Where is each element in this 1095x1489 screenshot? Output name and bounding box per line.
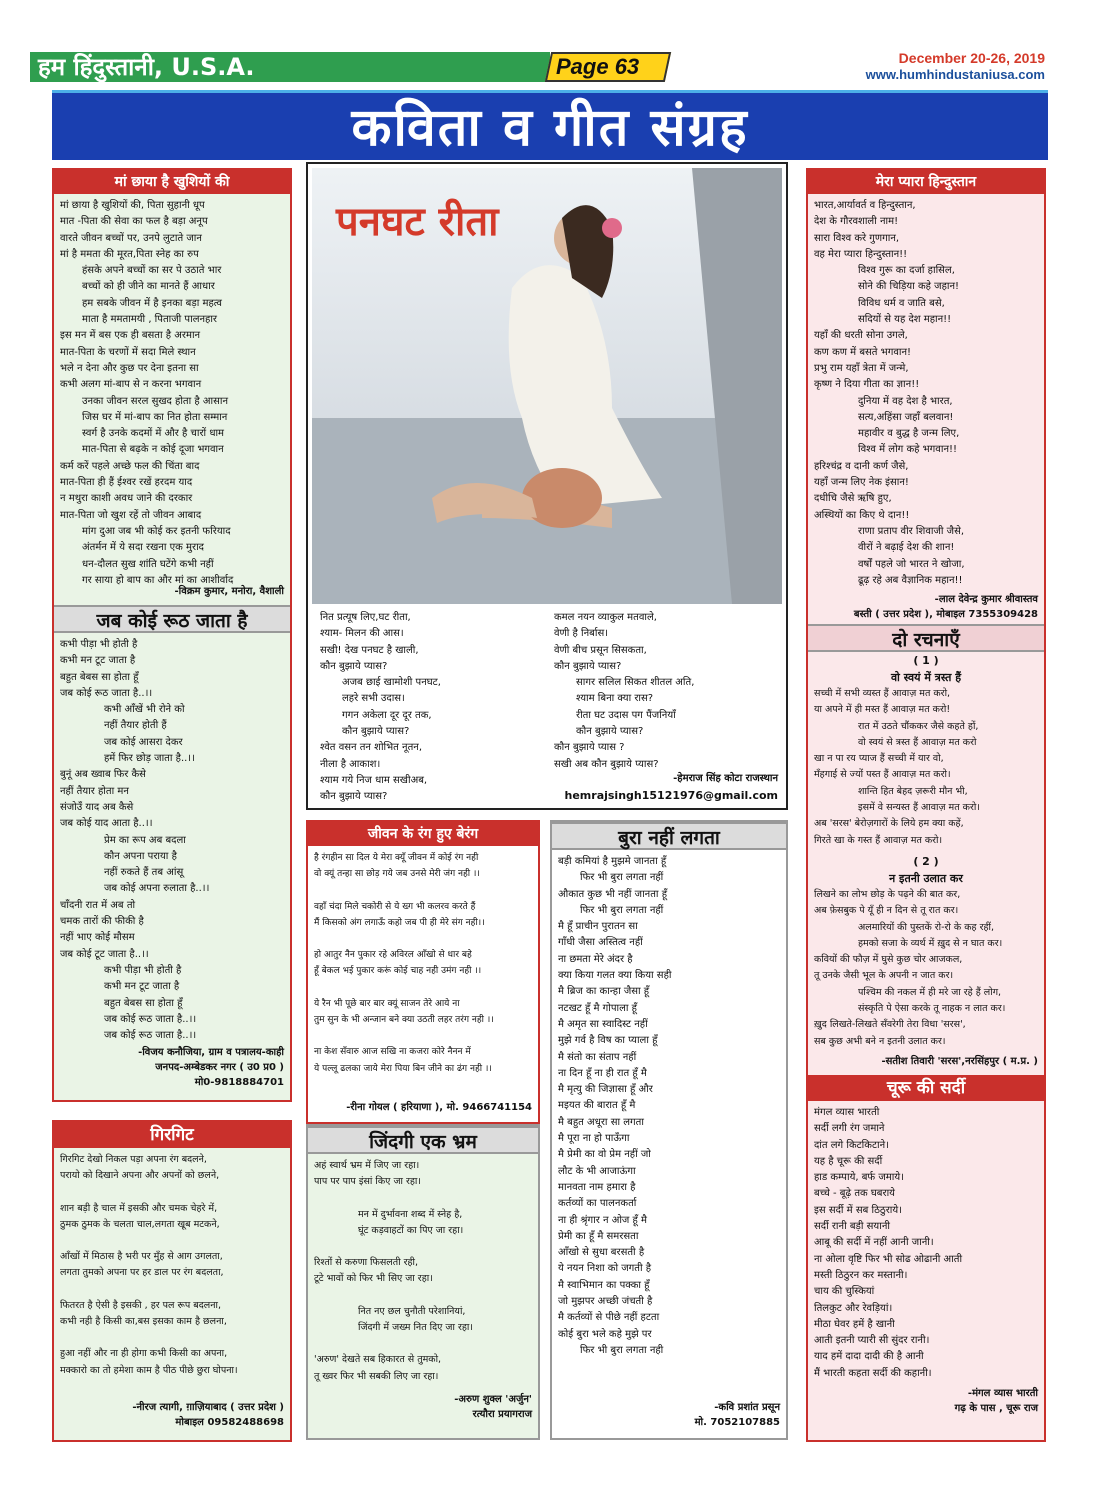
poem-line: कौन अपना पराया है (104, 850, 177, 862)
poem6-credit-1: -अरुण शुक्ल 'अर्जुन' (454, 1394, 532, 1405)
poem-line: वारते जीवन बच्चों पर, उनपे लुटाते जान (60, 232, 202, 244)
poem3-credit-1: -नीरज त्यागी, ग़ाज़ियाबाद ( उत्तर प्रदेश ) (132, 1402, 284, 1413)
poem-line: भले न देना और कुछ पर देना इतना सा (60, 362, 199, 374)
poem-line: जब कोई रूठ जाता है..।। (104, 1030, 197, 1042)
poem-line: अब फ़ेसबुक पे यूँ ही न दिन से तू रात कर। (814, 905, 959, 917)
poem1-body (54, 194, 290, 584)
poem10-title: चूरू की सर्दी (808, 1075, 1044, 1101)
poem-line: विश्व गुरू का दर्जा हासिल, (858, 265, 955, 277)
poem-line: मां है ममता की मूरत,पिता स्नेह का रुप (60, 248, 199, 260)
poem-line: मात -पिता की सेवा का फल है बड़ा अनूप (60, 216, 208, 228)
poem-line: इसमें वे सन्यस्त हैं आवाज़ मत करो। (858, 802, 980, 814)
poem-line: मानवता नाम हमारा है (558, 1181, 636, 1193)
poem-line: अलमारियों की पुस्तकें रो-रो के कह रहीं, (858, 921, 995, 933)
poem-line: है रंगहीन सा दिल ये मेरा क्यूँ जीवन में कोई रंग नही (314, 853, 479, 863)
poem-line (314, 1028, 532, 1044)
poem-line: ढूढ़ रहे अब वैज्ञानिक महान!! (858, 574, 963, 586)
poem4-credit: -हेमराज सिंह कोटा राजस्थान (673, 773, 778, 784)
website-link[interactable]: www.humhindustaniusa.com (865, 67, 1045, 82)
poem-line: सदियों से यह देश महान!! (858, 314, 952, 326)
poem-line: मात-पिता जो खुश रहें तो जीवन आबाद (60, 509, 202, 521)
poem-line: बुनूं अब ख्वाब फिर कैसे (60, 769, 146, 781)
poem-line: हमको सजा के व्यर्थ में ख़ुद से न घात कर। (858, 937, 1003, 949)
poem-line: मस्ती ठिठुरन कर मस्तानी। (814, 1269, 908, 1281)
column-left-bottom (52, 1120, 292, 1442)
poem-line: कौन बुझाये प्यास? (320, 660, 388, 672)
poem2-credit-2: जनपद-अम्बेडकर नगर ( उ0 प्र0 ) (155, 1062, 284, 1073)
poem-line: सत्य,अहिंसा जहाँ बलवान! (858, 411, 954, 423)
poem-line: हुआ नहीं और ना ही होगा कभी किसी का अपना, (60, 1348, 228, 1360)
poem-line: सर्दी रानी बड़ी सयानी (814, 1221, 890, 1233)
poem-line: ना केश सँवारु आज सखि ना कजरा कोरे नैनन में (314, 1047, 471, 1058)
poem6-box (306, 1124, 540, 1440)
poem-line: महावीर व बुद्ध है जन्म लिए, (858, 428, 960, 440)
poem-line: सखी! देख पनघट है खाली, (320, 644, 419, 656)
poem-line: मैं भारती कहता सर्दी की कहानी। (814, 1367, 932, 1379)
poem-line: नित प्रत्यूष लिए,घट रीता, (320, 612, 411, 623)
poem3-credit-2: मोबाइल 09582488698 (175, 1417, 284, 1428)
poem9-part2-title: न इतनी उलात कर (889, 871, 963, 885)
poem-line (314, 931, 532, 947)
poem-line: दांत लगे किटकिटाने। (814, 1139, 889, 1151)
poem-line: परायो को दिखाने अपना और अपनों को छलने, (60, 1170, 220, 1182)
poem8-credit-1: -लाल देवेन्द्र कुमार श्रीवास्तव (934, 594, 1038, 605)
poem-line: यहाँ की धरती सोना उगले, (814, 330, 908, 342)
poem6-credit-2: रत्यौरा प्रयागराज (472, 1409, 532, 1420)
poem8-title: मेरा प्यारा हिन्दुस्तान (808, 170, 1044, 194)
poem-line: नित नए छल चुनौती परेशानियां, (358, 1305, 466, 1317)
poem8-body (808, 194, 1044, 592)
poem-line: कौन बुझाये प्यास? (554, 660, 622, 672)
poem-line: कौन बुझाये प्यास ? (554, 742, 625, 754)
poem1-credit: -विक्रम कुमार, मनोरा, वैशाली (174, 586, 284, 597)
poem-line: अहं स्वार्थ भ्रम में जिए जा रहा। (314, 1160, 420, 1171)
poem-line (314, 1288, 532, 1304)
poem-line: नहीं भाए कोई मौसम (60, 932, 135, 944)
poem-line: दुनिया में वह देश है भारत, (858, 395, 953, 407)
poem-line: मक्कारो का तो हमेशा काम है पीठ पीछे छुरा घोपना। (60, 1364, 238, 1376)
poem-line: मै कर्तव्यों से पीछे नहीं हटता (558, 1312, 660, 1324)
poem-line: मात-पिता के चरणों में सदा मिले स्थान (60, 346, 196, 358)
poem9-part1-title: वो स्वयं में त्रस्त हैं (890, 671, 962, 684)
poem-line: प्रेम का रूप अब बदला (104, 834, 186, 846)
page-title: कविता व गीत संग्रह (351, 98, 749, 158)
poem5-body (308, 846, 538, 1100)
poem9-part1-body (808, 686, 1044, 853)
poem-line: लौट के भी आजाऊंगा (558, 1165, 636, 1177)
poem1-title: मां छाया है खुशियों की (54, 170, 290, 194)
poem-line: आबू की सर्दी में नहीं आनी जानी। (814, 1237, 934, 1249)
poem-line: जिस घर में मां-बाप का नित होता सम्मान (82, 411, 228, 423)
poem-line: जब कोई रूठ जाता है..।। (60, 687, 153, 699)
poem-line: मात-पिता ही हैं ईश्वर रखें हरदम याद (60, 477, 193, 489)
poem7-body (552, 850, 786, 1400)
poem3-body (54, 1148, 290, 1400)
poem10-credit-2: गढ़ के पास , चूरू राज (954, 1402, 1038, 1414)
poem9-part1-number: ( 1 ) (913, 654, 939, 667)
poem-line: कभी पीड़ा भी होती है (60, 639, 138, 650)
poem-line: वो क्यूं तन्हा सा छोड़ गये जब उनसे मेरी जंग नही ।। (314, 869, 480, 880)
poem-line: शान बड़ी है चाल में इसकी और चमक चेहरे में, (60, 1202, 218, 1214)
poem-line: कभी मन टूट जाता है (104, 981, 180, 993)
poem-line: कभी आँखें भी रोने को (104, 704, 185, 716)
poem-line (314, 883, 532, 899)
poem-line: तू ख्वर फिर भी सबकी लिए जा रहा। (314, 1370, 439, 1382)
poem-line: हरिश्चंद्र व दानी कर्ण जैसे, (814, 460, 909, 472)
poem-line: कभी अलग मां-बाप से न करना भगवान (60, 379, 202, 391)
poem-line (314, 1336, 532, 1352)
poem-line: मन में दुर्भावना शब्द में स्नेह है, (358, 1208, 463, 1220)
poem-line: सखी अब कौन बुझाये प्यास? (554, 758, 659, 770)
poem-line: याद हमें दादा दादी की है आनी (814, 1351, 924, 1363)
poem4-left-body (314, 606, 550, 810)
poem-line: घूंट कड़वाहटों का पिए जा रहा। (358, 1224, 464, 1236)
poem-line: जिंदगी में जख्म नित दिए जा रहा। (358, 1322, 473, 1334)
poem-line: गगन अकेला दूर दूर तक, (342, 709, 432, 721)
poem-line: गाँधी जैसा अस्तित्व नहीं (558, 937, 643, 949)
poem-line: शान्ति हित बेहद ज़रूरी मौन भी, (858, 785, 968, 797)
poem-line: मीठा घेवर हमें है खानी (814, 1318, 895, 1330)
poem-line: चमक तारों की फीकी है (60, 916, 144, 928)
poem7-title: बुरा नहीं लगता (552, 822, 786, 850)
poem-line: फिर भी बुरा लगता नही (580, 1344, 664, 1356)
poem-line: मै प्रेमी का वो प्रेम नहीं जो (558, 1149, 651, 1161)
poem-line: हम सबके जीवन में है इनका बड़ा महत्व (82, 297, 222, 309)
poem-line: कभी नही है किसी का,बस इसका काम है छलना, (60, 1316, 227, 1328)
poem-line: मै पूरा ना हो पाऊँगा (558, 1133, 630, 1145)
poem-line: रीता घट उदास पग पैंजनियाँ (576, 709, 676, 721)
poem-line: इस सर्दी में सब ठिठुराये। (814, 1204, 902, 1216)
poem-line: ना ओला वृष्टि फिर भी सोढ ओढानी आती (814, 1253, 963, 1265)
poem-line: नहीं तैयार होता मन (60, 785, 129, 797)
poem-line: प्रेमी का हूँ मै समरसता (558, 1230, 639, 1242)
poem-line (314, 1239, 532, 1255)
poem-line: हूँ बेकल भई पुकार करूं कोई चाह नही उमंग नही ।। (314, 966, 482, 977)
poem-line: मै हूँ प्राचीन पुरातन सा (558, 921, 638, 933)
poem-line: मइयत की बारात हूँ मै (558, 1100, 636, 1112)
poem-line: ना छमता मेरे अंदर है (558, 953, 633, 965)
poem-line: वहाँ चंदा मिले चकोरी से ये ख्ग भी कलरव करते हैं (314, 901, 476, 912)
poem7-box (550, 820, 788, 1440)
poem-line: कृष्ण ने दिया गीता का ज्ञान!! (814, 379, 920, 391)
poem-line: अजब छाई खामोशी पनघट, (342, 677, 441, 689)
poem-line: कवियों की फौज़ में घुसे कुछ चोर आजकल, (814, 954, 963, 966)
poem-line: पश्चिम की नकल में ही मरे जा रहे हैं लोग, (858, 986, 1002, 998)
poem-line: बहुत बेबस सा होता हूँ (60, 671, 139, 683)
poem9-part2-body (808, 887, 1044, 1054)
poem-line: श्वेत वसन तन शोभित नूतन, (320, 742, 423, 754)
issue-date: December 20-26, 2019 (898, 50, 1045, 66)
poem5-box (306, 820, 540, 1124)
poem-line: धन-दौलत सुख शांति घटेंगे कभी नहीं (82, 558, 214, 570)
poem4-email[interactable]: hemrajsingh15121976@gmail.com (564, 789, 778, 802)
poem-line: खा न पा रय प्याज हैं सच्ची में यार वो, (814, 753, 944, 765)
poem-line: जब कोई आसरा देकर (104, 736, 183, 748)
poem-line: तिलकुट और रेवड़ियां। (814, 1302, 893, 1314)
poem-line: संस्कृति पे ऐसा करके तू नाहक न लात कर। (858, 1003, 1006, 1015)
poem-line: कर्म करें पहले अच्छे फल की चिंता बाद (60, 460, 200, 472)
page-number: Page 63 (556, 54, 640, 79)
poem-line: अस्थियों का किए थे दान!! (814, 509, 910, 521)
poem-line: हमें फिर छोड़ जाता है..।। (104, 753, 195, 765)
poem-line: कर्तव्यों का पालनकर्ता (558, 1198, 637, 1210)
poem-line: पाप पर पाप इंसां किए जा रहा। (314, 1176, 421, 1188)
poem-line: वेणी है निर्बास। (554, 628, 609, 640)
poem-line: माता है ममतामयी , पिताजी पालनहार (82, 314, 218, 326)
poem-line: राणा प्रताप वीर शिवाजी जैसे, (858, 525, 965, 537)
poem-line: हंसके अपने बच्चों का सर पे उठाते भार (82, 265, 222, 277)
poem-line: वर्षों पहले जो भारत ने खोजा, (858, 558, 965, 570)
poem6-body (308, 1154, 538, 1392)
poem-line: सर्दी लगी रंग जमाने (814, 1123, 885, 1135)
poem-line: फिर भी बुरा लगता नहीं (580, 872, 664, 884)
poem-line: गर साया हो बाप का और मां का आशीर्वाद (82, 574, 234, 586)
poem-line: हाड कम्पाये, बर्फ जमाये। (814, 1172, 904, 1184)
poem-line (60, 1282, 284, 1298)
poem-line: मां छाया है खुशियों की, पिता सुहानी धूप (60, 200, 205, 211)
poem-line: कोई बुरा भले कहे मुझे पर (558, 1328, 652, 1340)
poem-line: सागर सलिल सिकत शीतल अति, (576, 677, 695, 689)
poem-line: मंगल व्यास भारती (814, 1106, 880, 1118)
poem-line: दधीचि जैसे ऋषि हुए, (814, 493, 892, 505)
poem-line: विविध धर्म व जाति बसे, (858, 297, 945, 309)
poem-line (60, 1233, 284, 1249)
poem-line: बच्चों को ही जीने का मानते हैं आधार (82, 281, 215, 293)
poem-line: ये रैन भी पूछे बार बार क्यूं साजन तेरे आये ना (314, 998, 460, 1009)
poem-line: ये पल्लू ढलका जाये मेरा पिया बिन जीने का ढंग नही ।। (314, 1063, 492, 1074)
poem-line: तू उनके जैसी भूल के अपनी न जात कर। (814, 970, 954, 982)
page-title-banner (52, 90, 1048, 160)
poem-line: रात में उठते चौंककर जैसे कहते हों, (858, 720, 979, 732)
poem-line: आँखों में मिठास है भरी पर मुँह से आग उगलता, (60, 1251, 223, 1263)
poem10-body (808, 1101, 1044, 1386)
poem-line: सच्ची में सभी व्यस्त हैं आवाज़ मत करो, (814, 688, 951, 699)
poem-line: वह मेरा प्यारा हिन्दुस्तान!! (814, 248, 908, 260)
poem2-credit-3: मो0-9818884701 (194, 1077, 284, 1088)
poem-line: यहाँ जन्म लिए नेक इंसान! (814, 477, 909, 489)
poem-line: श्याम गये निज धाम सखीअब, (320, 774, 428, 786)
poem5-credit: -रीना गोयल ( हरियाणा ), मो. 9466741154 (346, 1102, 532, 1113)
poem2-title: जब कोई रूठ जाता है (54, 605, 290, 633)
poem-line: कौन बुझाये प्यास? (320, 791, 388, 803)
poem5-title: जीवन के रंग हुए बेरंग (308, 822, 538, 846)
poem-line: चाँदनी रात में अब तो (60, 899, 136, 911)
poem-line: कमल नयन व्याकुल मतवाले, (554, 612, 657, 623)
poem-line: श्याम बिना क्या रास? (576, 693, 654, 705)
poem-line: जब कोई याद आता है..।। (60, 818, 153, 830)
poem-line: संजोउँ याद अब कैसे (60, 801, 134, 813)
poem-line: मैं किसको अंग लगाऊँ कहो जब पी ही मेरे संग नही।। (314, 917, 485, 928)
poem-line: नटखट हूँ मै गोपाला हूँ (558, 1002, 637, 1014)
poem-line: वीरों ने बढ़ाई देश की शान! (858, 542, 955, 554)
poem-line: नहीं रुकते हैं तब आंसू (104, 867, 184, 879)
poem-line: ख़ुद लिखते-लिखते सँवरेगी तेरा विधा 'सरस', (814, 1019, 966, 1031)
poem-line: क्या किया गलत क्या किया सही (558, 970, 672, 982)
poem9-credit: -सतीश तिवारी 'सरस',नरसिंहपुर ( म.प्र. ) (881, 1055, 1038, 1067)
poem-line: प्रभु राम यहाँ त्रेता में जन्मे, (814, 362, 909, 374)
poem9-part2-number: ( 2 ) (913, 854, 939, 868)
poem2-body (54, 633, 290, 1045)
poem-line: आती इतनी प्यारी सी सुंदर रानी। (814, 1335, 930, 1347)
poem7-credit-2: मो. 7052107885 (694, 1417, 780, 1428)
poem-line: जब कोई अपना रुलाता है..।। (104, 883, 210, 895)
poem-line: इस मन में बस एक ही बसता है अरमान (60, 330, 201, 342)
poem-line: ना ही श्रृंगार न ओज हूँ मै (558, 1214, 647, 1226)
poem-line: लगता तुमको अपना पर हर डाल पर रंग बदलता, (60, 1267, 224, 1279)
poem-line: जो मुझपर अच्छी जंचती है (558, 1296, 653, 1308)
poem-line: मै संतो का संताप नहीं (558, 1051, 637, 1063)
poem-line: चाय की चुस्कियां (814, 1286, 875, 1298)
poem-line: बड़ी कमियां है मुझमे जानता हूँ (558, 856, 667, 867)
poem-line (60, 1330, 284, 1346)
poem-line: टूटे भावों को फिर भी सिए जा रहा। (314, 1273, 433, 1285)
poem-line: मै मृत्यु की जिज्ञासा हूँ और (558, 1084, 653, 1096)
poem-line: कौन बुझाये प्यास? (342, 726, 410, 738)
poem-line: रिश्तों से करुणा फिसलती रही, (314, 1257, 419, 1269)
poem-line (60, 1185, 284, 1201)
poem-line: मै अमृत सा स्वादिस्ट नहीं (558, 1018, 648, 1030)
poem-line: मै बहुत अधूरा सा लगता (558, 1116, 644, 1128)
column-right (806, 168, 1046, 1442)
poem-line: न मथुरा काशी अवध जाने की दरकार (60, 493, 193, 505)
poem-line: नीला है आकाश। (320, 758, 381, 770)
poem-line: भारत,आर्यावर्त व हिन्दुस्तान, (814, 200, 916, 211)
poem-line: फिर भी बुरा लगता नहीं (580, 904, 664, 916)
poem-line: जब कोई रूठ जाता है..।। (104, 1013, 197, 1025)
poem-line: वो स्वयं से त्रस्त हैं आवाज़ मत करो (858, 736, 977, 748)
poem-line: उनका जीवन सरल सुखद होता है आसान (82, 395, 228, 407)
poem-line: बच्चे - बूढ़े तक घबराये (814, 1188, 895, 1200)
poem-line (314, 980, 532, 996)
column-left (52, 168, 292, 1102)
poem-line: सब कुछ अभी बने न इतनी उलात कर। (814, 1035, 946, 1047)
poem-line (314, 1191, 532, 1207)
poem6-title: जिंदगी एक भ्रम (308, 1126, 538, 1154)
poem-line: सोने की चिड़िया कहे जहान! (858, 281, 960, 293)
poem-line: सारा विश्व करे गुणगान, (814, 232, 900, 244)
poem-line: कभी पीड़ा भी होती है (104, 964, 182, 976)
poem-line: देश के गौरवशाली नाम! (814, 216, 899, 228)
poem-line: तुम सुन के भी अन्जान बने क्या उठती लहर तरंग नही ।। (314, 1015, 494, 1026)
poem-line: या अपने में ही मस्त हैं आवाज़ मत करो! (814, 704, 951, 716)
poem-line: वेणी बीच प्रसून सिसकता, (554, 644, 647, 656)
poem-line: मै स्वाभिमान का पक्का हूँ (558, 1279, 650, 1291)
poem-line: मै ब्रिज का कान्हा जैसा हूँ (558, 986, 650, 998)
poem-line: अब 'सरस' बेरोज़गारों के लिये हम क्या कहें, (814, 818, 964, 830)
poem-line: कण कण में बसते भगवान! (814, 346, 912, 358)
poem10-credit-1: -मंगल व्यास भारती (967, 1387, 1038, 1399)
poem-line: आँखो से सुधा बरसती है (558, 1247, 645, 1259)
poem2-credit-1: -विजय कनौजिया, ग्राम व पत्रालय-काही (138, 1047, 284, 1058)
poem-line: मँहगाई से ज्यों पस्त हैं आवाज़ मत करो। (814, 769, 951, 781)
poem-line: औकात कुछ भी नहीं जानता हूँ (558, 888, 668, 900)
poem-line: लहरे सभी उदास। (342, 693, 405, 705)
poem-line: लिखने का लोभ छोड़ के पढ़ने की बात कर, (814, 888, 961, 900)
poem-line: अंतर्मन में ये सदा रखना एक मुराद (82, 542, 204, 554)
poem-line: मुझे गर्व है विष का प्याला हूँ (558, 1035, 658, 1047)
brand-name: हम हिंदुस्तानी, U.S.A. (38, 53, 255, 81)
poem8-credit-2: बस्ती ( उत्तर प्रदेश ), मोबाइल 7355309428 (853, 609, 1038, 620)
poem-line: हो आतुर नैन पुकार रहे अविरल आँखो से धार बहे (314, 950, 472, 961)
poem3-title: गिरगिट (54, 1122, 290, 1148)
poem-line: फितरत है ऐसी है इसकी , हर पल रूप बदलना, (60, 1299, 221, 1311)
poem4-title: पनघट रीता (336, 199, 499, 245)
poem-line: विश्व में लोग कहे भगवान!! (858, 444, 958, 456)
poem-line: जब कोई टूट जाता है..।। (60, 948, 149, 960)
poem-line: गिरते खा के गस्त हैं आवाज़ मत करो। (814, 834, 943, 846)
poem-line: ये नयन निशा को जगती है (558, 1263, 652, 1275)
poem-line: बहुत बेबस सा होता हूँ (104, 997, 183, 1009)
poem-line: मात-पिता से बढ़के न कोई दूजा भगवान (82, 444, 224, 456)
poem-line: गिरगिट देखो निकल पड़ा अपना रंग बदलने, (60, 1154, 207, 1165)
poem-line: कौन बुझाये प्यास? (576, 726, 644, 738)
poem-line: श्याम- मिलन की आस। (320, 628, 404, 640)
poem-line: नहीं तैयार होती हैं (104, 720, 167, 732)
poem-line: ठुमक ठुमक के चलता चाल,लगता खूब मटकने, (60, 1218, 220, 1230)
poem-line: यह है चूरू की सर्दी (814, 1155, 883, 1167)
poem-line: मांग दुआ जब भी कोई कर इतनी फरियाद (82, 525, 231, 537)
poem-line: ना दिन हूँ ना ही रात हूँ मै (558, 1067, 647, 1079)
poem4-right-body (548, 606, 784, 777)
poem-line: स्वर्ग है उनके कदमों में और है चारों धाम (82, 428, 225, 440)
poem-line: कभी मन टूट जाता है (60, 655, 136, 667)
poem-line: 'अरुण' देखते सब हिकारत से तुमको, (314, 1354, 442, 1366)
poem9-title: दो रचनाएँ (808, 624, 1044, 652)
masthead (0, 0, 1095, 92)
poem7-credit-1: -कवि प्रशांत प्रसून (714, 1402, 780, 1413)
